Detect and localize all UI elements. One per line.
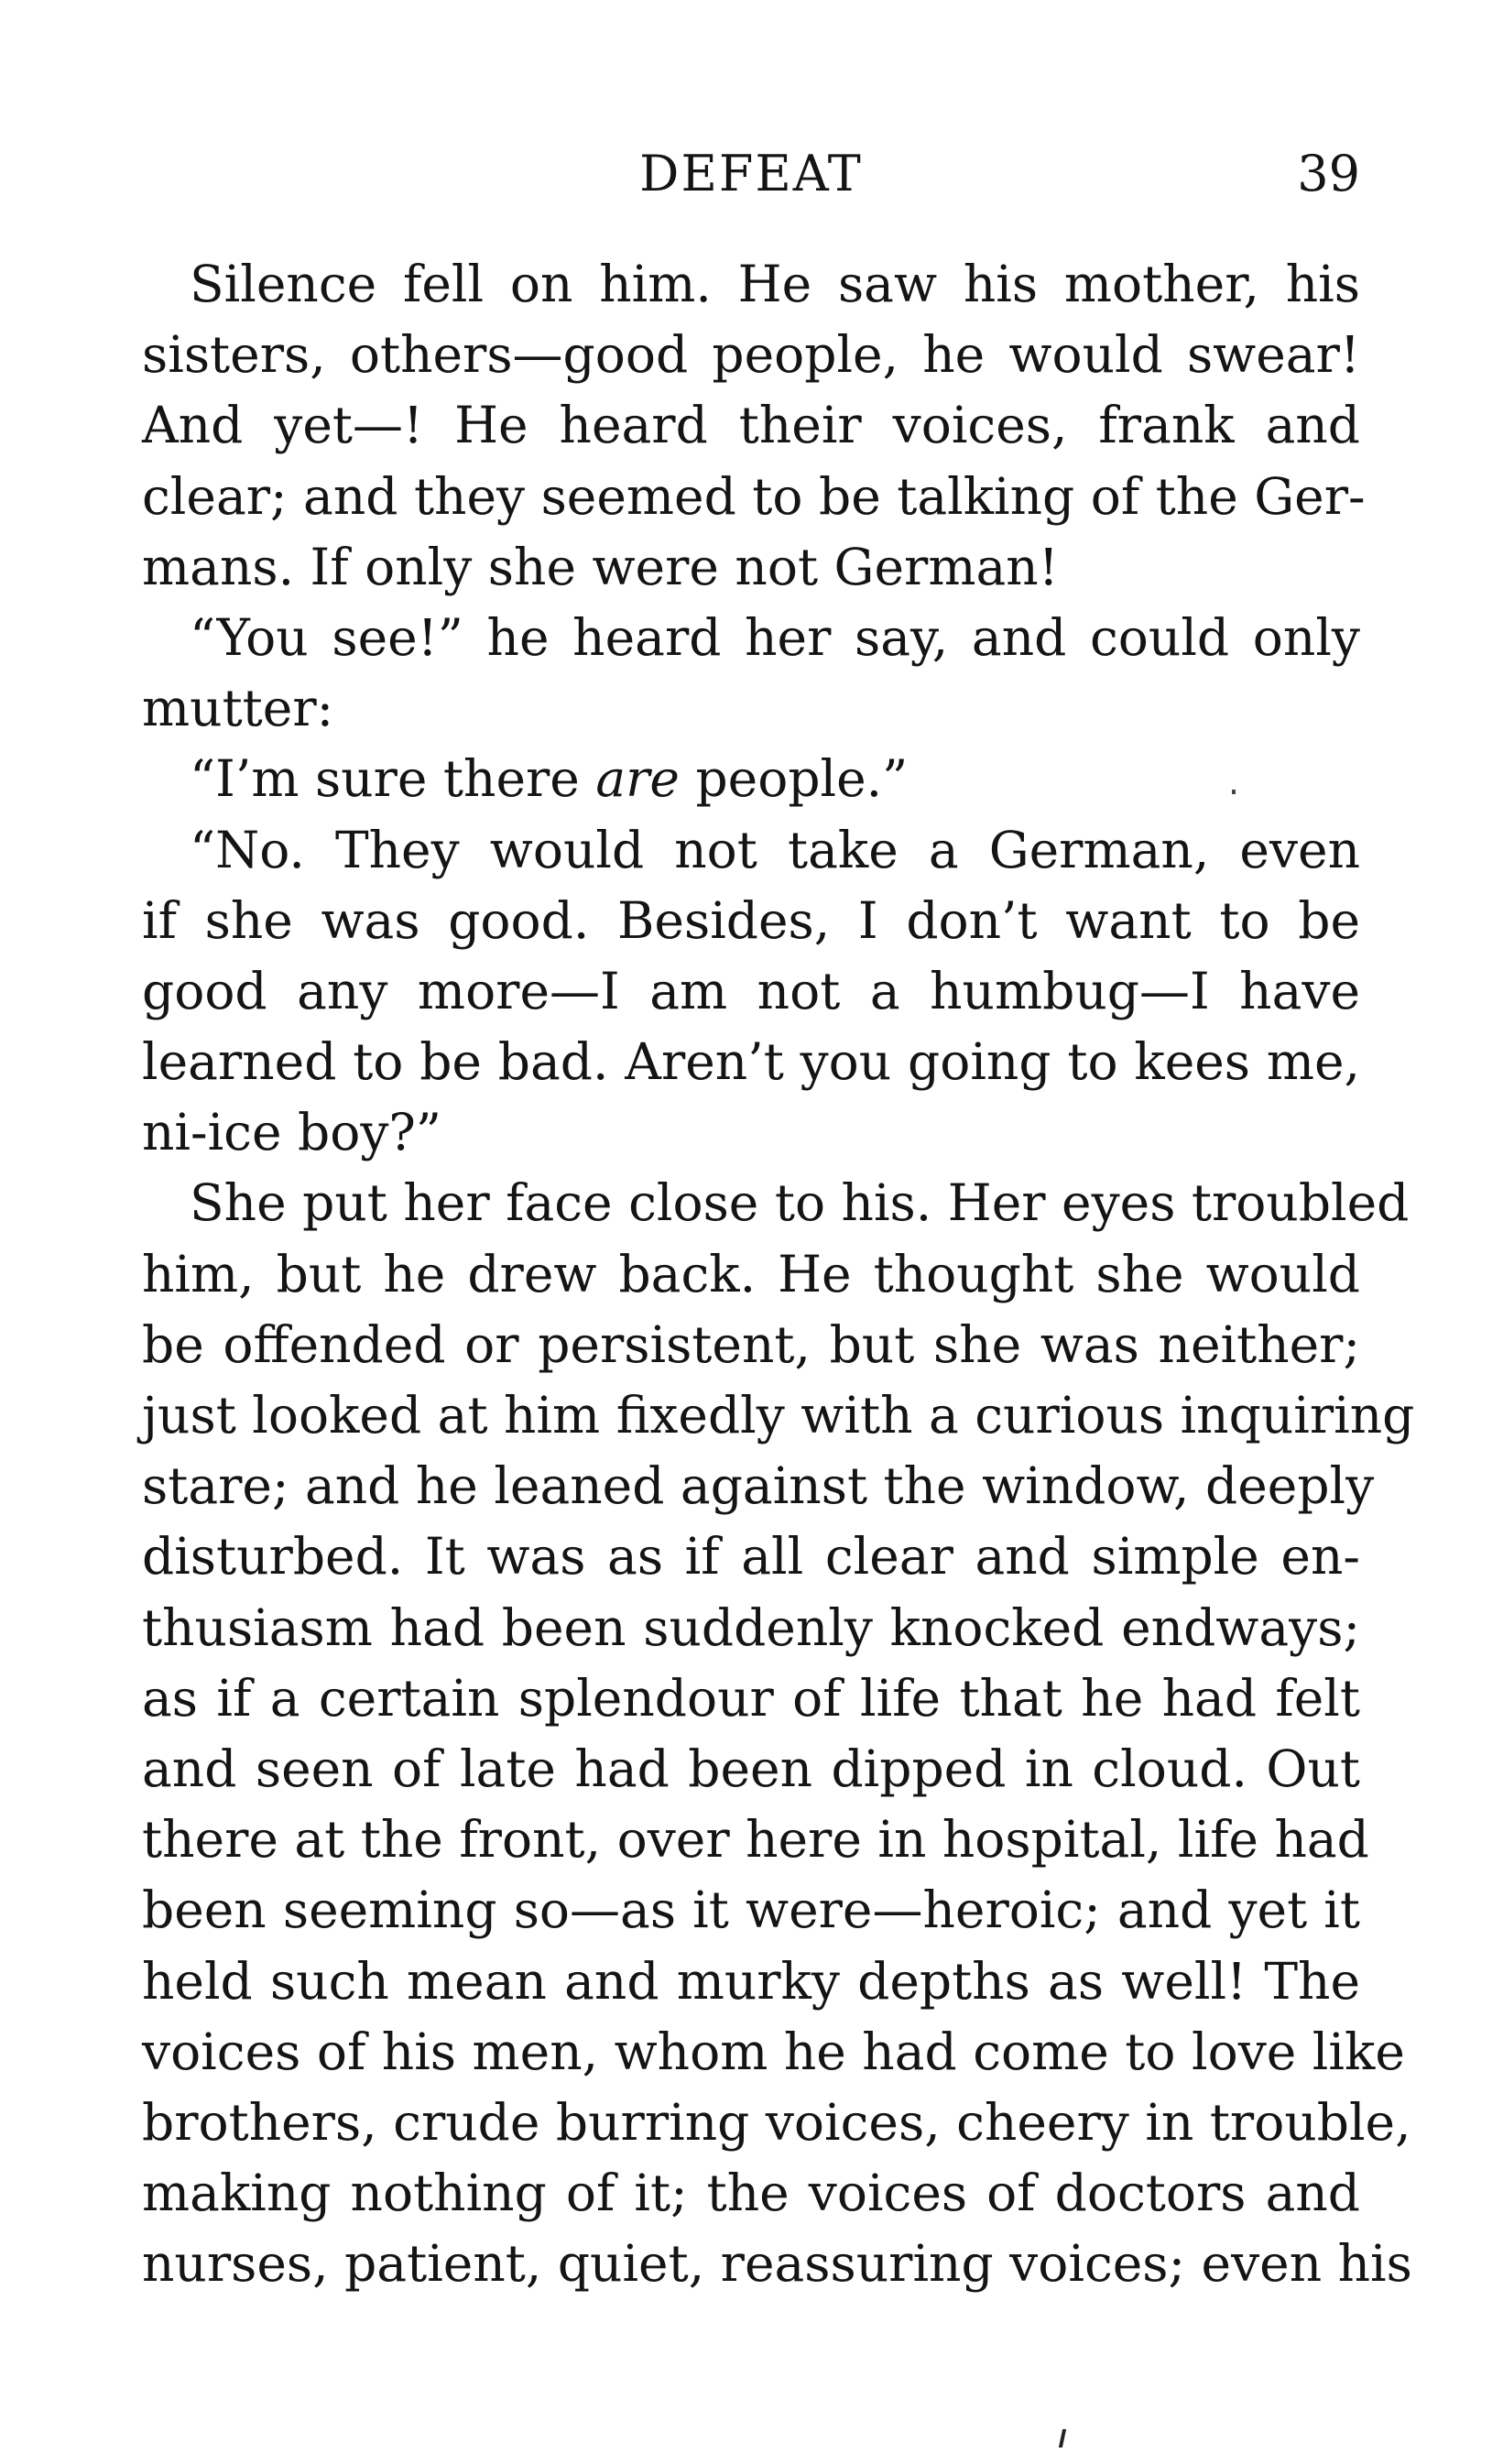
running-title: DEFEAT — [639, 145, 863, 202]
text-line: nurses, patient, quiet, reassuring voices; even his — [142, 2234, 1412, 2294]
text-line: stare; and he leaned against the window, deeply — [142, 1456, 1375, 1516]
text-line: “You see!” he heard her say, and could only — [190, 607, 1360, 667]
text-line: if she was good. Besides, I don’t want to be — [142, 890, 1360, 950]
text-line: learned to be bad. Aren’t you going to kees me, — [142, 1032, 1360, 1092]
scan-speck — [1059, 2429, 1066, 2448]
text-line: mans. If only she were not German! — [142, 537, 1059, 596]
text-line: been seeming so—as it were—heroic; and yet it — [142, 1881, 1360, 1940]
text-line: ni-ice boy?” — [142, 1103, 442, 1162]
text-line: mutter: — [142, 679, 334, 738]
text-line — [142, 744, 1360, 814]
text-line: voices of his men, whom he had come to love like — [142, 2022, 1405, 2081]
text-line: held such mean and murky depths as well! The — [142, 1951, 1360, 2011]
text-line: and seen of late had been dipped in cloud. Out — [142, 1739, 1360, 1798]
running-head — [142, 137, 1360, 211]
italic-word: are — [595, 749, 680, 809]
text-line: him, but he drew back. He thought she would — [142, 1244, 1360, 1303]
text-line: sisters, others—good people, he would swear! — [142, 325, 1360, 385]
text-line: brothers, crude burring voices, cheery in trouble, — [142, 2092, 1411, 2152]
text-line: be offended or persistent, but she was neither; — [142, 1314, 1360, 1374]
text-line: “No. They would not take a German, even — [190, 820, 1360, 879]
text-line: clear; and they seemed to be talking of the Ger- — [142, 466, 1366, 526]
scan-speck — [1232, 790, 1236, 794]
text-fragment: “I’m sure there — [190, 749, 596, 809]
text-line: good any more—I am not a humbug—I have — [142, 961, 1360, 1020]
text-line: Silence fell on him. He saw his mother, his — [190, 255, 1360, 313]
text-line: just looked at him fixedly with a curious inquiring — [142, 1386, 1415, 1445]
text-line: making nothing of it; the voices of doctors and — [142, 2164, 1360, 2223]
text-line: She put her face close to his. Her eyes troubled — [190, 1173, 1410, 1233]
text-line: as if a certain splendour of life that he had felt — [142, 1668, 1360, 1728]
text-fragment: people.” — [679, 749, 909, 809]
page-number: 39 — [1297, 145, 1360, 202]
text-line: And yet—! He heard their voices, frank and — [142, 396, 1360, 455]
text-line: there at the front, over here in hospital, life had — [142, 1810, 1369, 1870]
body-text — [142, 249, 1415, 2299]
text-line: thusiasm had been suddenly knocked endways; — [142, 1597, 1360, 1657]
text-line: disturbed. It was as if all clear and simple en- — [142, 1527, 1360, 1586]
